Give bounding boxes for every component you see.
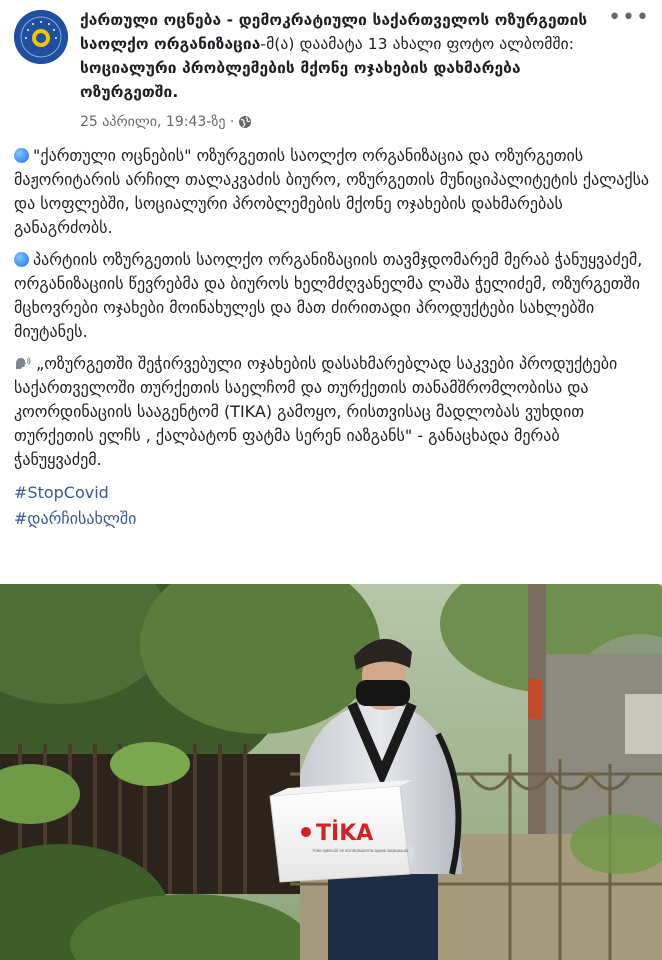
blue-circle-icon (14, 148, 29, 163)
paragraph-text: "ქართული ოცნების" ოზურგეთის საოლქო ორგანიზაცია და ოზურგეთის მაჟორიტარის არჩილ თალაკვაძის ბიურო, ოზურგეთის მუნიციპალიტეტის ქალაქსა და სოფლებში, სოციალური პრობლემების მქონე ოჯახების დახმარებას განაგრძობს. (14, 146, 650, 237)
post-timestamp[interactable]: 25 აპრილი, 19:43-ზე · (80, 114, 235, 130)
paragraph-text: პარტიის ოზურგეთის საოლქო ორგანიზაციის თავმჯდომარემ მერაბ ჭანუყვაძემ, ორგანიზაციის წევრებმა და ბიუროს ხელმძღვანელმა ლაშა ჭელიძემ, ოზურგეთში მცხოვრები ოჯახები მოინახულეს და მათ ძირითადი პროდუქტები სახლებში მიუტანეს. (14, 250, 643, 341)
post-paragraph (14, 248, 652, 344)
page-avatar[interactable] (14, 10, 68, 64)
box-subtext: TÜRK İŞBİRLİĞİ VE KOORDİNASYON AJANSI BAŞKANLIĞI (312, 849, 409, 853)
box-brand-text: TİKA (316, 821, 374, 846)
page-name-link[interactable]: ქართული ოცნება - დემოკრატიული საქართველოს ოზურგეთის საოლქო ორგანიზაცია (80, 11, 588, 53)
album-link[interactable]: სოციალური პრობლემების მქონე ოჯახების დახმარება ოზურგეთში. (80, 59, 521, 101)
post-photo[interactable] (0, 584, 662, 960)
post-header (0, 0, 662, 140)
more-options-icon[interactable]: ••• (608, 5, 650, 30)
post-title (80, 8, 600, 104)
photo-scene (0, 584, 662, 960)
hashtag-link[interactable]: #დარჩისახლში (14, 509, 137, 528)
paragraph-text: „ოზურგეთში შეჭირვებული ოჯახების დასახმარებლად საკვები პროდუქტები საქართველოში თურქეთის საელჩომ და თურქეთის თანამშრომლობისა და კოორდინაციის სააგენტომ (TIKA) გამოყო, რისთვისაც მადლობას ვუხდით თურქეთის ელჩს , ქალბატონ ფატმა სერენ იაზგანს" - განაცხადა მერაბ ჭანუყვაძემ. (14, 354, 618, 469)
blue-circle-icon (14, 252, 29, 267)
globe-icon (238, 115, 252, 129)
post-paragraph (14, 352, 652, 472)
post-meta (80, 114, 252, 130)
hashtag-link[interactable]: #StopCovid (14, 483, 109, 502)
post-action-text: -მ(ა) დაამატა 13 ახალი ფოტო ალბომში: (260, 35, 575, 53)
post-paragraph (14, 144, 652, 240)
post-body (14, 144, 652, 532)
speaking-head-icon (14, 355, 32, 371)
tika-box (270, 780, 412, 882)
